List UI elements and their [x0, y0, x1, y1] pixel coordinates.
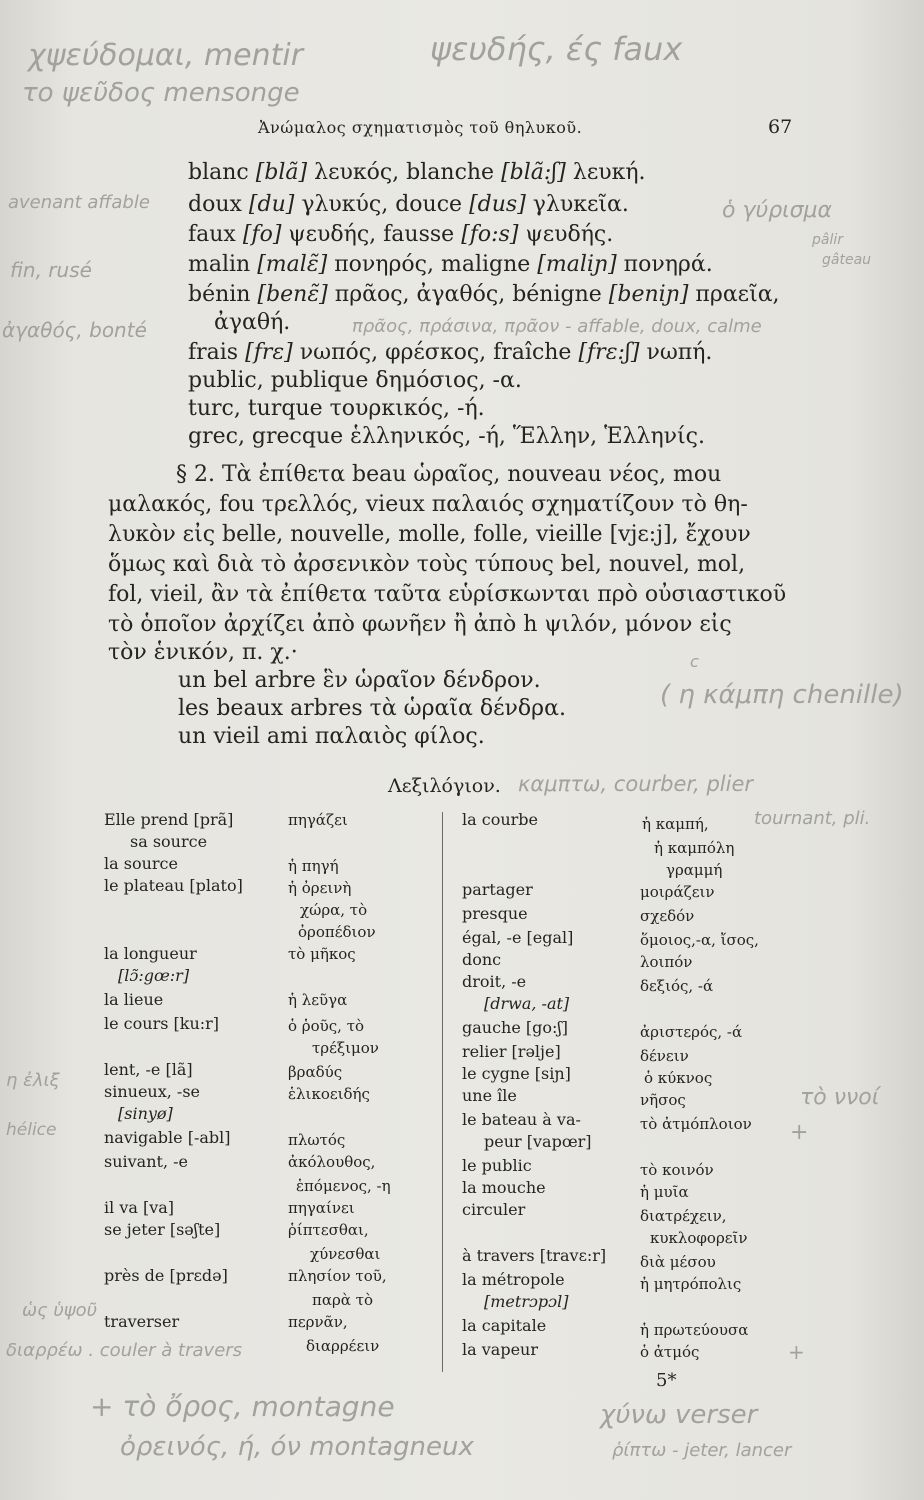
- lexicon-greek: ἡ ὀρεινὴ: [288, 879, 352, 897]
- lexicon-greek: ὀροπέδιον: [298, 923, 376, 941]
- paragraph-line: ὅμως καὶ διὰ τὸ ἀρσενικὸν τοὺς τύπους bel, nouvel, mol,: [108, 552, 746, 577]
- lexicon-greek: τὸ μῆκος: [288, 945, 356, 963]
- handwritten-note: η ἐλιξ: [6, 1070, 60, 1091]
- lexicon-french: sa source: [130, 832, 208, 851]
- lexicon-french: sinueux, -se: [104, 1082, 200, 1101]
- lexicon-french: lent, -e [lã]: [104, 1060, 193, 1079]
- handwritten-note: ὁ γύρισμα: [722, 198, 833, 223]
- lexicon-greek: τὸ ἀτμόπλοιον: [640, 1115, 752, 1133]
- entry-line: frais [frɛ] νωπός, φρέσκος, fraîche [frɛ:ʃ] νωπή.: [188, 340, 713, 365]
- lexicon-greek: τρέξιμον: [312, 1039, 379, 1057]
- lexicon-greek: ἑλικοειδής: [288, 1085, 370, 1103]
- page-number: 67: [768, 116, 793, 138]
- lexicon-greek: χώρα, τὸ: [300, 901, 368, 919]
- lexicon-greek: δένειν: [640, 1047, 689, 1065]
- lexicon-french: partager: [462, 880, 533, 899]
- lexicon-greek: ἡ μητρόπολις: [640, 1275, 742, 1293]
- handwritten-note: ὡς ὑψοῦ: [22, 1300, 98, 1321]
- lexicon-greek: ὁ ἀτμός: [640, 1343, 700, 1361]
- lexicon-greek: ἡ καμπή,: [642, 815, 709, 833]
- handwritten-note: +: [790, 1120, 809, 1145]
- lexicon-greek: ἡ πρωτεύουσα: [640, 1321, 749, 1339]
- paragraph-line: λυκὸν εἰς belle, nouvelle, molle, folle, vieille [vjɛ:j], ἔχουν: [108, 522, 751, 547]
- lexicon-greek: πηγάζει: [288, 811, 348, 829]
- lexicon-french: [sinyø]: [118, 1104, 173, 1123]
- lexicon-greek: ὁ ῥοῦς, τὸ: [288, 1017, 365, 1035]
- lexicon-french: droit, -e: [462, 972, 527, 991]
- entry-line: malin [malɛ̃] πονηρός, maligne [maliɲ] πονηρά.: [188, 252, 713, 277]
- entry-line: grec, grecque ἑλληνικός, -ή, Ἕλλην, Ἑλληνίς.: [188, 424, 705, 449]
- handwritten-note: χψεύδομαι, mentir: [28, 38, 304, 73]
- lexicon-greek: πηγαίνει: [288, 1199, 355, 1217]
- lexicon-greek: ῥίπτεσθαι,: [288, 1221, 369, 1239]
- column-divider: [442, 812, 443, 1372]
- lexicon-greek: σχεδόν: [640, 907, 695, 925]
- lexicon-greek: ἡ λεῦγα: [288, 991, 348, 1009]
- lexicon-greek: γραμμή: [666, 861, 723, 879]
- lexicon-greek: δεξιός, -ά: [640, 977, 714, 995]
- lexicon-french: la longueur: [104, 944, 197, 963]
- lexicon-french: la source: [104, 854, 178, 873]
- entry-line: blanc [blã] λευκός, blanche [blã:ʃ] λευκή.: [188, 160, 646, 185]
- handwritten-note: χύνω verser: [600, 1400, 758, 1430]
- lexicon-french: le cygne [siɲ]: [462, 1064, 571, 1083]
- lexicon-greek: ὁ κύκνος: [644, 1069, 713, 1087]
- entry-line: faux [fo] ψευδής, fausse [fo:s] ψευδής.: [188, 222, 614, 247]
- lexicon-french: le cours [ku:r]: [104, 1014, 220, 1033]
- handwritten-note: ἀγαθός, bonté: [2, 318, 147, 342]
- lexicon-french: la courbe: [462, 810, 538, 829]
- lexicon-greek: πλωτός: [288, 1131, 346, 1149]
- handwritten-note: ῥίπτω - jeter, lancer: [612, 1440, 792, 1461]
- paragraph-line: § 2. Τὰ ἐπίθετα beau ὡραῖος, nouveau νέος, mou: [176, 462, 722, 487]
- handwritten-note: πρᾶος, πράσινα, πρᾶον - affable, doux, calme: [352, 316, 762, 337]
- lexicon-greek: ἡ καμπόλη: [654, 839, 735, 857]
- entry-line: doux [du] γλυκύς, douce [dus] γλυκεῖα.: [188, 192, 629, 217]
- handwritten-note: ( η κάμπη chenille): [660, 680, 904, 710]
- signature-mark: 5*: [656, 1370, 677, 1391]
- lexicon-greek: ἡ μυῖα: [640, 1183, 689, 1201]
- handwritten-note: καμπτω, courber, plier: [518, 772, 753, 796]
- handwritten-note: τὸ ννοί: [800, 1085, 880, 1110]
- handwritten-note: διαρρέω . couler à travers: [6, 1340, 243, 1361]
- handwritten-note: fin, rusé: [10, 258, 92, 282]
- paragraph-line: μαλακός, fou τρελλός, vieux παλαιός σχηματίζουν τὸ θη-: [108, 492, 748, 517]
- running-header: Ἀνώμαλος σχηματισμὸς τοῦ θηλυκοῦ.: [258, 118, 583, 137]
- lexicon-greek: ἡ πηγή: [288, 857, 339, 875]
- handwritten-note: avenant affable: [8, 192, 150, 213]
- handwritten-note: gâteau: [822, 252, 872, 268]
- entry-line: ἀγαθή.: [214, 310, 291, 335]
- lexicon-french: la lieue: [104, 990, 164, 1009]
- lexicon-french: le plateau [plato]: [104, 876, 243, 895]
- lexicon-greek: περνᾶν,: [288, 1313, 348, 1331]
- lexicon-french: la capitale: [462, 1316, 547, 1335]
- lexicon-french: navigable [-abl]: [104, 1128, 231, 1147]
- lexicon-french: égal, -e [egal]: [462, 928, 574, 947]
- handwritten-note: το ψεῦδος mensonge: [22, 78, 300, 108]
- lexicon-greek: χύνεσθαι: [310, 1245, 381, 1263]
- lexicon-french: traverser: [104, 1312, 180, 1331]
- lexicon-greek: παρὰ τὸ: [312, 1291, 374, 1309]
- lexicon-greek: κυκλοφορεῖν: [650, 1229, 748, 1247]
- entry-line: turc, turque τουρκικός, -ή.: [188, 396, 485, 421]
- lexicon-french: une île: [462, 1086, 517, 1105]
- lexicon-french: Elle prend [prã]: [104, 810, 234, 829]
- lexicon-greek: λοιπόν: [640, 953, 693, 971]
- lexicon-greek: διὰ μέσου: [640, 1253, 716, 1271]
- handwritten-note: tournant, pli.: [754, 808, 871, 829]
- paragraph-line: τὸν ἑνικόν, π. χ.·: [108, 640, 298, 665]
- lexicon-french: relier [rəlje]: [462, 1042, 561, 1061]
- lexicon-greek: ἀριστερός, -ά: [640, 1023, 743, 1041]
- lexicon-french: presque: [462, 904, 528, 923]
- handwritten-note: hélice: [6, 1120, 57, 1140]
- lexicon-french: gauche [go:ʃ]: [462, 1018, 568, 1037]
- lexicon-greek: τὸ κοινόν: [640, 1161, 714, 1179]
- lexicon-french: suivant, -e: [104, 1152, 188, 1171]
- lexicon-title: Λεξιλόγιον.: [388, 775, 501, 797]
- lexicon-french: donc: [462, 950, 502, 969]
- handwritten-note: ὀρεινός, ή, όν montagneux: [120, 1432, 474, 1462]
- lexicon-greek: νῆσος: [640, 1091, 686, 1109]
- lexicon-french: la métropole: [462, 1270, 565, 1289]
- paragraph-line: τὸ ὁποῖον ἀρχίζει ἀπὸ φωνῆεν ἢ ἀπὸ h ψιλόν, μόνον εἰς: [108, 612, 732, 637]
- example-line: un bel arbre ἓν ὡραῖον δένδρον.: [178, 668, 541, 693]
- lexicon-french: [drwa, -at]: [484, 994, 570, 1013]
- lexicon-french: [metrɔpɔl]: [484, 1292, 569, 1311]
- handwritten-note: c: [690, 652, 699, 671]
- handwritten-note: +: [788, 1340, 805, 1364]
- lexicon-french: se jeter [səʃte]: [104, 1220, 221, 1239]
- lexicon-french: le public: [462, 1156, 532, 1175]
- lexicon-greek: διατρέχειν,: [640, 1207, 727, 1225]
- lexicon-greek: μοιράζειν: [640, 883, 715, 901]
- example-line: un vieil ami παλαιὸς φίλος.: [178, 724, 485, 749]
- lexicon-french: circuler: [462, 1200, 526, 1219]
- lexicon-greek: πλησίον τοῦ,: [288, 1267, 387, 1285]
- entry-line: public, publique δημόσιος, -α.: [188, 368, 522, 393]
- handwritten-note: + τὸ ὄρος, montagne: [90, 1390, 395, 1423]
- paragraph-line: fol, vieil, ἂν τὰ ἐπίθετα ταῦτα εὑρίσκωνται πρὸ οὐσιαστικοῦ: [108, 582, 787, 607]
- lexicon-french: il va [va]: [104, 1198, 175, 1217]
- example-line: les beaux arbres τὰ ὡραῖα δένδρα.: [178, 696, 566, 721]
- lexicon-french: [lɔ̃:gœ:r]: [118, 966, 190, 985]
- entry-line: bénin [benɛ̃] πρᾶος, ἀγαθός, bénigne [beniɲ] πραεῖα,: [188, 282, 780, 307]
- lexicon-french: le bateau à va-: [462, 1110, 581, 1129]
- lexicon-french: à travers [travɛ:r]: [462, 1246, 607, 1265]
- lexicon-greek: ἑπόμενος, -η: [296, 1177, 391, 1195]
- handwritten-note: ψευδής, ές faux: [430, 30, 683, 68]
- lexicon-greek: διαρρέειν: [306, 1337, 380, 1355]
- lexicon-greek: βραδύς: [288, 1063, 343, 1081]
- handwritten-note: pâlir: [812, 232, 844, 248]
- lexicon-french: peur [vapœr]: [484, 1132, 592, 1151]
- lexicon-french: la vapeur: [462, 1340, 538, 1359]
- lexicon-greek: ἀκόλουθος,: [288, 1153, 376, 1171]
- lexicon-greek: ὅμοιος,-α, ἴσος,: [640, 931, 759, 949]
- lexicon-french: la mouche: [462, 1178, 546, 1197]
- lexicon-french: près de [prɛdə]: [104, 1266, 228, 1285]
